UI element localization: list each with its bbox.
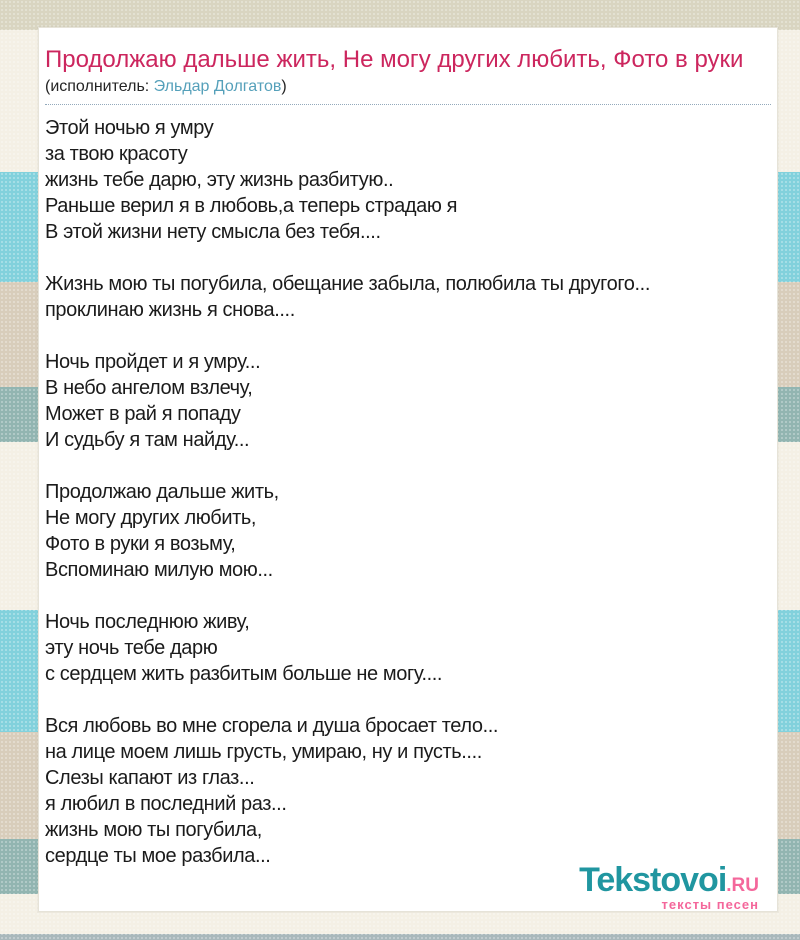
lyric-line: Вспоминаю милую мою... (45, 559, 273, 581)
lyric-line: жизнь мою ты погубила, (45, 819, 262, 841)
logo-wordmark-line (579, 863, 759, 897)
lyric-line: я любил в последний раз... (45, 793, 287, 815)
lyric-line: Раньше верил я в любовь,а теперь страдаю я (45, 195, 458, 217)
site-logo[interactable] (579, 863, 759, 911)
lyric-line: эту ночь тебе дарю (45, 637, 218, 659)
lyric-line: с сердцем жить разбитым больше не могу.... (45, 663, 443, 685)
lyric-line: Ночь последнюю живу, (45, 611, 250, 633)
stanza (45, 271, 771, 323)
artist-line (45, 77, 771, 105)
lyric-line: Может в рай я попаду (45, 403, 241, 425)
lyric-line: И судьбу я там найду... (45, 429, 250, 451)
stanza (45, 713, 771, 869)
stanza (45, 609, 771, 687)
logo-tagline: тексты песен (661, 897, 759, 912)
lyric-line: за твою красоту (45, 143, 188, 165)
lyric-line: В этой жизни нету смысла без тебя.... (45, 221, 381, 243)
lyric-line: Этой ночью я умру (45, 117, 214, 139)
artist-link[interactable]: Эльдар Долгатов (153, 78, 282, 95)
stanza (45, 479, 771, 583)
lyric-line: Жизнь мою ты погубила, обещание забыла, полюбила ты другого... (45, 273, 650, 295)
lyric-line: жизнь тебе дарю, эту жизнь разбитую.. (45, 169, 394, 191)
lyric-line: Не могу других любить, (45, 507, 257, 529)
page-title: Продолжаю дальше жить, Не могу других любить, Фото в руки (45, 46, 744, 73)
lyrics (45, 115, 771, 869)
lyric-line: В небо ангелом взлечу, (45, 377, 253, 399)
lyric-line: Фото в руки я возьму, (45, 533, 236, 555)
logo-wordmark: Tekstovoi (579, 861, 727, 899)
lyric-line: Ночь пройдет и я умру... (45, 351, 261, 373)
lyric-line: на лице моем лишь грусть, умираю, ну и пусть.... (45, 741, 482, 763)
lyric-line: сердце ты мое разбила... (45, 845, 271, 867)
artist-label: (исполнитель: (45, 78, 154, 95)
lyric-line: Продолжаю дальше жить, (45, 481, 279, 503)
lyric-line: Вся любовь во мне сгорела и душа бросает тело... (45, 715, 499, 737)
logo-tld: .RU (726, 875, 759, 896)
stanza (45, 115, 771, 245)
lyric-line: Слезы капают из глаз... (45, 767, 255, 789)
content-card (38, 27, 778, 912)
lyric-line: проклинаю жизнь я снова.... (45, 299, 295, 321)
artist-suffix: ) (281, 78, 287, 95)
stanza (45, 349, 771, 453)
